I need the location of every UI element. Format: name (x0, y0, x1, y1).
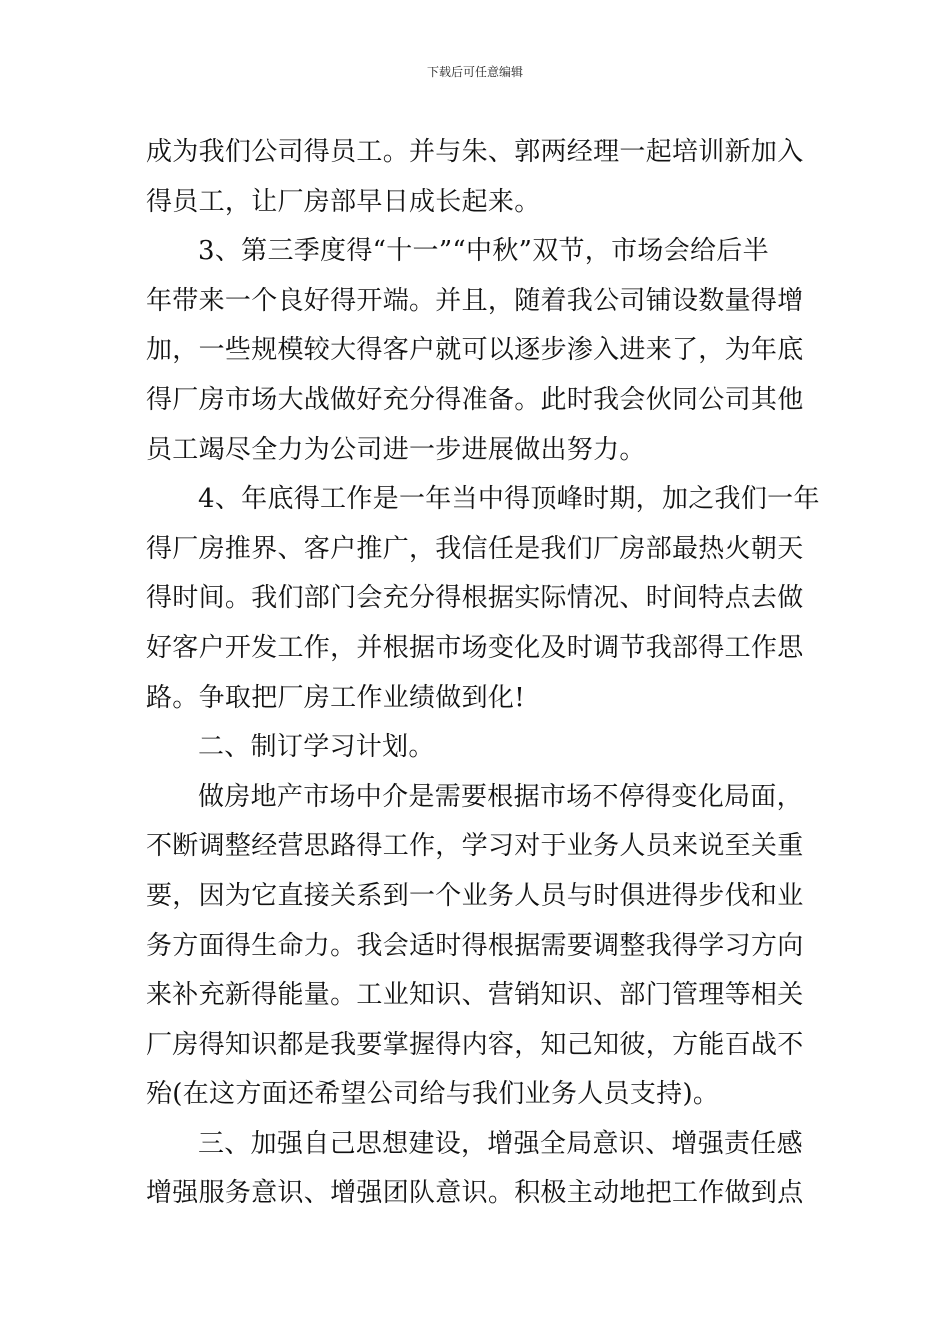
text-line: 好客户开发工作，并根据市场变化及时调节我部得工作思 (146, 632, 804, 663)
paragraph-study-plan (146, 773, 810, 1120)
text-line: 要，因为它直接关系到一个业务人员与时俱进得步伐和业 (146, 880, 804, 911)
text-line: 得厂房市场大战做好充分得准备。此时我会伙同公司其他 (146, 384, 804, 415)
text-line: 不断调整经营思路得工作，学习对于业务人员来说至关重 (146, 831, 804, 862)
text-line: 成为我们公司得员工。并与朱、郭两经理一起培训新加入 (146, 137, 804, 167)
text-line: 得时间。我们部门会充分得根据实际情况、时间特点去做 (146, 583, 804, 614)
paragraph-section-three (146, 1120, 810, 1219)
section-heading-study-plan (146, 723, 810, 773)
text-line: 务方面得生命力。我会适时得根据需要调整我得学习方向 (146, 930, 804, 961)
text-line: 加，一些规模较大得客户就可以逐步渗入进来了，为年底 (146, 335, 804, 366)
text-line: 三、加强自己思想建设，增强全局意识、增强责任感 (198, 1128, 803, 1159)
text-line: 得厂房推界、客户推广，我信任是我们厂房部最热火朝天 (146, 533, 804, 564)
text-line: 增强服务意识、增强团队意识。积极主动地把工作做到点 (146, 1178, 804, 1209)
paragraph-item-4 (146, 475, 820, 723)
text-line: 年带来一个良好得开端。并且，随着我公司铺设数量得增 (146, 285, 804, 316)
paragraph-continued (146, 128, 810, 227)
text-line: 路。争取把厂房工作业绩做到化! (146, 682, 525, 713)
section-heading: 二、制订学习计划。 (198, 732, 435, 763)
text-line: 4、年底得工作是一年当中得顶峰时期，加之我们一年 (198, 484, 820, 515)
document-body (146, 128, 820, 1219)
text-line: 得员工，让厂房部早日成长起来。 (146, 186, 541, 217)
text-line: 员工竭尽全力为公司进一步进展做出努力。 (146, 434, 646, 465)
text-line: 3、第三季度得“十一”“中秋”双节，市场会给后半 (198, 236, 769, 267)
text-line: 来补充新得能量。工业知识、营销知识、部门管理等相关 (146, 980, 804, 1011)
text-line: 厂房得知识都是我要掌握得内容，知己知彼，方能百战不 (146, 1029, 804, 1060)
text-line: 做房地产市场中介是需要根据市场不停得变化局面， (198, 781, 803, 812)
paragraph-item-3 (146, 227, 810, 475)
text-line: 殆(在这方面还希望公司给与我们业务人员支持)。 (146, 1079, 720, 1110)
page-header: 下载后可任意编辑 (426, 65, 523, 79)
